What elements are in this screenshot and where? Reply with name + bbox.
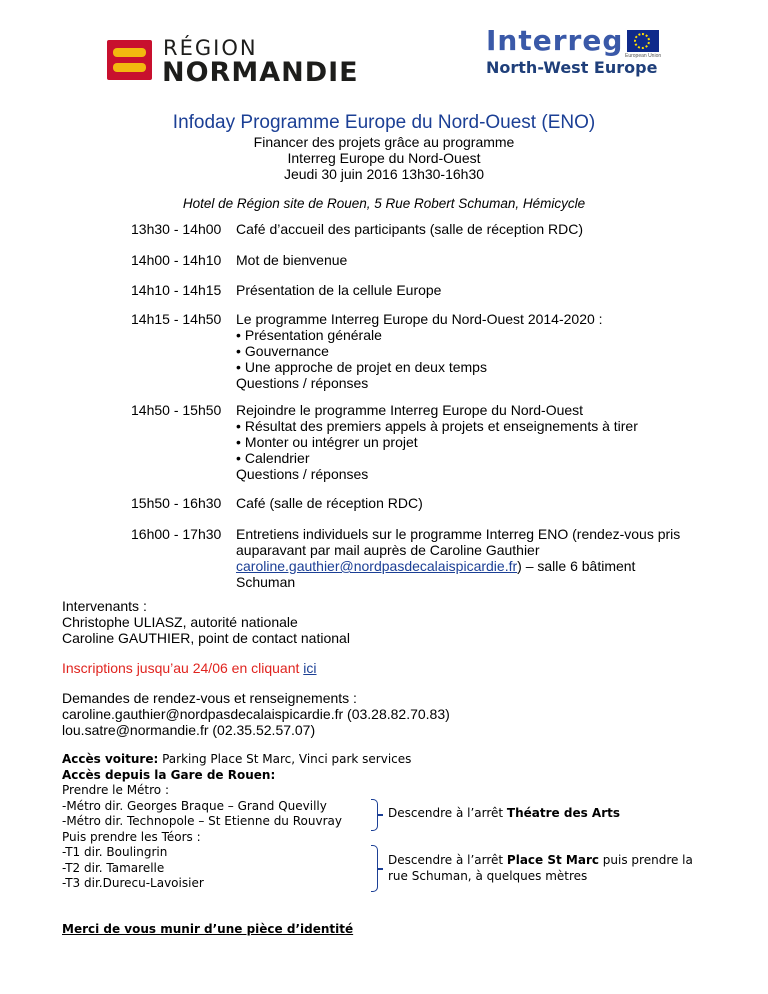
- agenda-item-interviews: [236, 526, 680, 590]
- subtitle-1: Financer des projets grâce au programme: [253, 134, 515, 150]
- page-title: Infoday Programme Europe du Nord-Ouest (ENO): [172, 112, 596, 133]
- inscription-label: Inscriptions jusqu’au 24/06 en cliquant: [62, 660, 304, 676]
- agenda-time: 14h10 - 14h15: [131, 282, 222, 298]
- agenda-text: Mot de bienvenue: [236, 252, 348, 268]
- teor-line-2: -T2 dir. Tamarelle: [62, 860, 165, 875]
- agenda-text: ) – salle 6 bâtiment: [517, 558, 636, 574]
- contact-1: caroline.gauthier@nordpasdecalaispicardie.fr (03.28.82.70.83): [62, 706, 450, 722]
- id-note: Merci de vous munir d’une pièce d’identité: [62, 922, 354, 936]
- teor-note: [388, 853, 693, 869]
- metro-brace: [371, 799, 378, 831]
- metro-note: [388, 806, 620, 822]
- teor-line-1: -T1 dir. Boulingrin: [62, 845, 168, 859]
- agenda-time: 14h15 - 14h50: [131, 311, 222, 327]
- metro-line-2: -Métro dir. Technopole – St Etienne du Rouvray: [62, 814, 342, 828]
- interreg-logo: [486, 24, 666, 80]
- logo-normandie-text: NORMANDIE: [162, 57, 359, 88]
- agenda-time: 13h30 - 14h00: [131, 221, 222, 237]
- metro-stop: Théatre des Arts: [506, 806, 620, 820]
- venue: Hotel de Région site de Rouen, 5 Rue Robert Schuman, Hémicycle: [182, 196, 586, 211]
- agenda-time: 14h00 - 14h10: [131, 252, 222, 268]
- agenda-item-join: [236, 402, 638, 482]
- logo-interreg-sub: North-West Europe: [486, 58, 658, 77]
- access-station-label: [62, 768, 275, 784]
- access-car: [62, 752, 411, 768]
- teor-line-3: -T3 dir.Durecu-Lavoisier: [62, 876, 204, 890]
- region-normandie-logo: [107, 36, 359, 88]
- contact-2: lou.satre@normandie.fr (02.35.52.57.07): [62, 722, 316, 738]
- teor-brace-tip: [378, 868, 383, 870]
- agenda-text-line3: [236, 558, 680, 574]
- logo-region-text: RÉGION: [163, 36, 258, 60]
- logo-interreg-text: Interreg: [486, 24, 624, 57]
- agenda-item-program: [236, 311, 603, 391]
- teor-stop: Place St Marc: [506, 853, 599, 867]
- access-car-text: Parking Place St Marc, Vinci park services: [158, 752, 412, 766]
- teor-intro: Puis prendre les Téors :: [62, 829, 201, 844]
- eu-caption: European Union: [625, 53, 662, 59]
- email-link[interactable]: caroline.gauthier@nordpasdecalaispicardie.fr: [236, 558, 518, 574]
- event-date: Jeudi 30 juin 2016 13h30-16h30: [283, 166, 485, 182]
- agenda-text: Présentation de la cellule Europe: [236, 282, 442, 298]
- agenda-bullet: • Présentation générale: [236, 327, 603, 343]
- agenda-text: auparavant par mail auprès de Caroline Gauthier: [236, 542, 540, 558]
- agenda-time: 16h00 - 17h30: [131, 526, 222, 542]
- inscription-link[interactable]: ici: [303, 660, 317, 676]
- agenda-text: Schuman: [236, 574, 296, 590]
- agenda-time: 15h50 - 16h30: [131, 495, 222, 511]
- agenda-bullet: • Monter ou intégrer un projet: [236, 434, 638, 450]
- agenda-text: Le programme Interreg Europe du Nord-Ouest 2014-2020 :: [236, 311, 603, 327]
- eu-flag-icon: [627, 30, 659, 52]
- teor-brace: [371, 845, 378, 892]
- speakers-heading: Intervenants :: [62, 598, 147, 614]
- agenda-text: Entretiens individuels sur le programme Interreg ENO (rendez-vous pris: [236, 526, 681, 542]
- agenda-bullet: • Gouvernance: [236, 343, 603, 359]
- metro-line-1: -Métro dir. Georges Braque – Grand Quevilly: [62, 798, 327, 813]
- agenda-text: Café (salle de réception RDC): [236, 495, 423, 511]
- metro-intro: Prendre le Métro :: [62, 783, 170, 797]
- metro-brace-tip: [378, 814, 383, 816]
- teor-note-text-2: puis prendre la: [598, 853, 693, 867]
- metro-note-text: Descendre à l’arrêt: [388, 806, 507, 820]
- inscription-text: [62, 660, 317, 676]
- teor-note-line-2: rue Schuman, à quelques mètres: [388, 869, 588, 883]
- teor-note-text: Descendre à l’arrêt: [388, 853, 507, 867]
- agenda-bullet: • Une approche de projet en deux temps: [236, 359, 603, 375]
- agenda-bullet: • Calendrier: [236, 450, 638, 466]
- agenda-bullet: • Résultat des premiers appels à projets et enseignements à tirer: [236, 418, 638, 434]
- agenda-time: 14h50 - 15h50: [131, 402, 222, 418]
- agenda-text: Rejoindre le programme Interreg Europe du Nord-Ouest: [236, 402, 584, 418]
- normandy-shield-icon: [107, 40, 152, 80]
- access-car-label: Accès voiture:: [62, 752, 159, 766]
- speaker-2: Caroline GAUTHIER, point de contact national: [62, 630, 350, 646]
- agenda-questions: Questions / réponses: [236, 375, 369, 391]
- subtitle-2: Interreg Europe du Nord-Ouest: [287, 150, 481, 166]
- speaker-1: Christophe ULIASZ, autorité nationale: [62, 614, 298, 630]
- agenda-questions: Questions / réponses: [236, 466, 369, 482]
- access-station-label-text: Accès depuis la Gare de Rouen:: [62, 767, 276, 782]
- agenda-text: Café d’accueil des participants (salle de réception RDC): [236, 221, 584, 237]
- contacts-heading: Demandes de rendez-vous et renseignements :: [62, 690, 357, 706]
